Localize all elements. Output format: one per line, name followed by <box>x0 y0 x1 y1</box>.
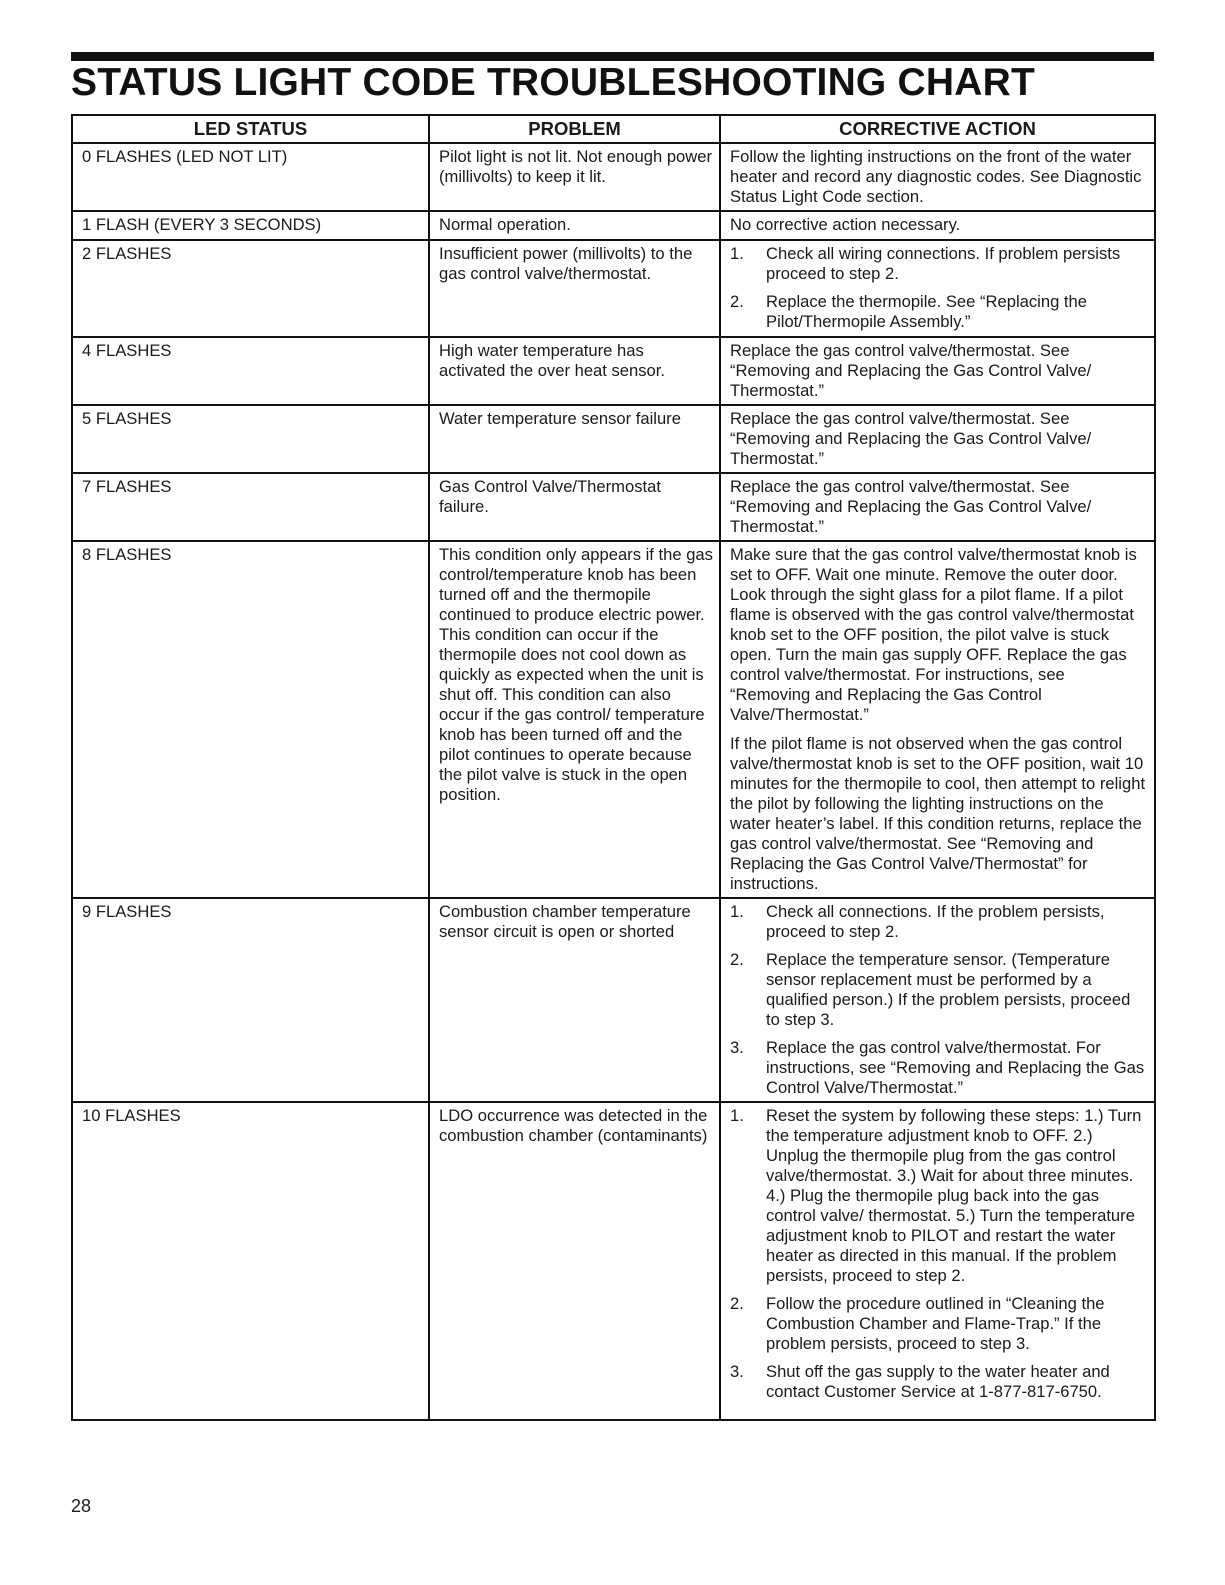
troubleshooting-table <box>71 114 1156 1421</box>
action-paragraph: Make sure that the gas control valve/thermostat knob is set to OFF. Wait one minute. Remove the outer door. Look through the sight glass for a pilot flame. If a pilot flame is observed with the gas control valve/thermostat knob set to the OFF position, the pilot valve is stuck open. Turn the main gas supply OFF. Replace the gas control valve/thermostat. For instructions, see “Removing and Replacing the Gas Control Valve/Thermostat.” <box>730 545 1137 724</box>
table-row <box>72 143 1155 211</box>
led-status-cell: 7 FLASHES <box>72 473 429 541</box>
action-step: 1. Check all connections. If the problem persists, proceed to step 2. <box>730 902 1105 941</box>
table-row <box>72 240 1155 337</box>
header-corrective-action: CORRECTIVE ACTION <box>720 115 1155 143</box>
table-row <box>72 541 1155 898</box>
corrective-action-cell <box>720 405 1155 473</box>
problem-cell: Water temperature sensor failure <box>429 405 720 473</box>
led-status-cell: 0 FLASHES (LED NOT LIT) <box>72 143 429 211</box>
action-step: 1. Check all wiring connections. If problem persists proceed to step 2. <box>730 244 1121 283</box>
table-row <box>72 898 1155 1102</box>
led-status-cell: 9 FLASHES <box>72 898 429 1102</box>
action-steps <box>730 902 1148 1098</box>
problem-cell: High water temperature has activated the over heat sensor. <box>429 337 720 405</box>
corrective-action-cell <box>720 898 1155 1102</box>
led-status-cell: 8 FLASHES <box>72 541 429 898</box>
action-step: 2. Replace the thermopile. See “Replacing the Pilot/Thermopile Assembly.” <box>730 292 1088 331</box>
problem-cell: LDO occurrence was detected in the combustion chamber (contaminants) <box>429 1102 720 1420</box>
table-row <box>72 337 1155 405</box>
corrective-action-cell <box>720 211 1155 240</box>
action-step: 2. Replace the temperature sensor. (Temperature sensor replacement must be performed by a qualified person.) If the problem persists, proceed to step 3. <box>730 950 1131 1029</box>
problem-cell: Normal operation. <box>429 211 720 240</box>
problem-cell: Insufficient power (millivolts) to the gas control valve/thermostat. <box>429 240 720 337</box>
corrective-action-cell <box>720 541 1155 898</box>
action-step: 3. Shut off the gas supply to the water heater and contact Customer Service at 1-877-817-6750. <box>730 1362 1110 1401</box>
action-step: 3. Replace the gas control valve/thermostat. For instructions, see “Removing and Replacing the Gas Control Valve/Thermostat.” <box>730 1038 1145 1097</box>
corrective-action-cell <box>720 473 1155 541</box>
problem-cell: Gas Control Valve/Thermostat failure. <box>429 473 720 541</box>
action-steps <box>730 1106 1148 1402</box>
table-row <box>72 1102 1155 1420</box>
led-status-cell: 10 FLASHES <box>72 1102 429 1420</box>
header-led-status: LED STATUS <box>72 115 429 143</box>
led-status-cell: 4 FLASHES <box>72 337 429 405</box>
action-paragraph: Replace the gas control valve/thermostat. See “Removing and Replacing the Gas Control Valve/ Thermostat.” <box>730 477 1092 536</box>
page-title: STATUS LIGHT CODE TROUBLESHOOTING CHART <box>71 61 1035 104</box>
corrective-action-cell <box>720 240 1155 337</box>
problem-cell: This condition only appears if the gas control/temperature knob has been turned off and the thermopile continued to produce electric power. This condition can occur if the thermopile does not cool down as quickly as expected when the unit is shut off. This condition can also occur if the gas control/ temperature knob has been turned off and the pilot continues to operate because the pilot valve is stuck in the open position. <box>429 541 720 898</box>
action-paragraph: No corrective action necessary. <box>730 215 961 234</box>
action-steps <box>730 244 1148 332</box>
problem-cell: Pilot light is not lit. Not enough power (millivolts) to keep it lit. <box>429 143 720 211</box>
header-problem: PROBLEM <box>429 115 720 143</box>
table-row <box>72 211 1155 240</box>
page-number: 28 <box>71 1496 92 1516</box>
table-row <box>72 473 1155 541</box>
corrective-action-cell <box>720 1102 1155 1420</box>
action-paragraph: Replace the gas control valve/thermostat. See “Removing and Replacing the Gas Control Valve/ Thermostat.” <box>730 409 1092 468</box>
corrective-action-cell <box>720 143 1155 211</box>
table-header-row <box>72 115 1155 143</box>
led-status-cell: 1 FLASH (EVERY 3 SECONDS) <box>72 211 429 240</box>
led-status-cell: 5 FLASHES <box>72 405 429 473</box>
corrective-action-cell <box>720 337 1155 405</box>
action-step: 2. Follow the procedure outlined in “Cleaning the Combustion Chamber and Flame-Trap.” If the problem persists, proceed to step 3. <box>730 1294 1105 1353</box>
action-paragraph: Replace the gas control valve/thermostat. See “Removing and Replacing the Gas Control Valve/ Thermostat.” <box>730 341 1092 400</box>
table-row <box>72 405 1155 473</box>
led-status-cell: 2 FLASHES <box>72 240 429 337</box>
action-step: 1. Reset the system by following these steps: 1.) Turn the temperature adjustment knob to OFF. 2.) Unplug the thermopile plug from the gas control valve/thermostat. 3.) Wait for about three minutes. 4.) Plug the thermopile plug back into the gas control valve/ thermostat. 5.) Turn the temperature adjustment knob to PILOT and restart the water heater as directed in this manual. If the problem persists, proceed to step 2. <box>730 1106 1142 1285</box>
problem-cell: Combustion chamber temperature sensor circuit is open or shorted <box>429 898 720 1102</box>
action-paragraph: If the pilot flame is not observed when the gas control valve/thermostat knob is set to the OFF position, wait 10 minutes for the thermopile to cool, then attempt to relight the pilot by following the lighting instructions on the water heater’s label. If this condition returns, replace the gas control valve/thermostat. See “Removing and Replacing the Gas Control Valve/Thermostat” for instructions. <box>730 734 1146 893</box>
action-paragraph: Follow the lighting instructions on the front of the water heater and record any diagnostic codes. See Diagnostic Status Light Code section. <box>730 147 1142 206</box>
